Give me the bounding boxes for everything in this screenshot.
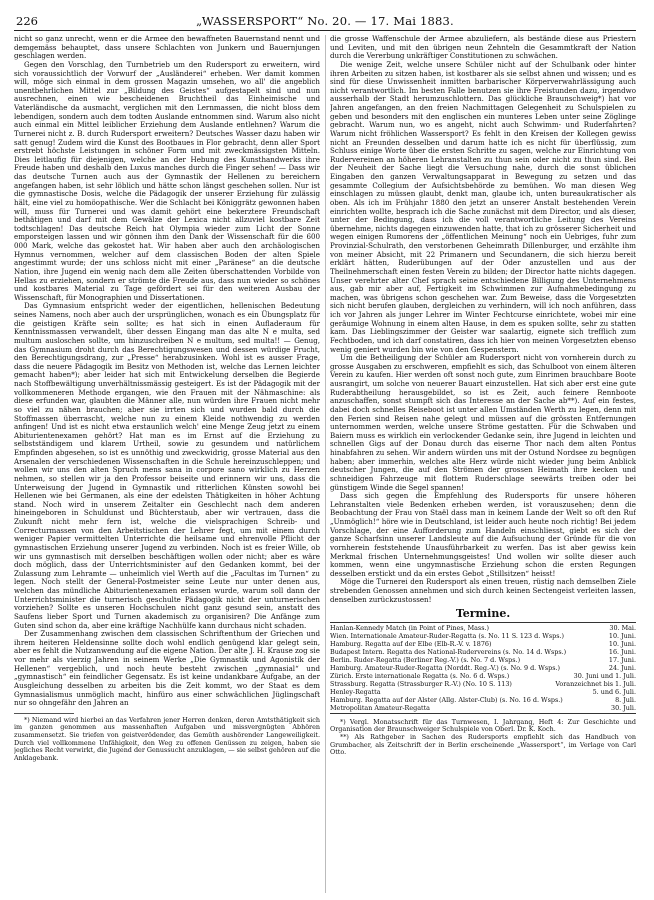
page-title: „WASSERSPORT“ No. 20. — 17. Mai 1883. bbox=[196, 14, 454, 28]
termine-event: Hamburg. Regatta auf der Elbe (Elb-R.-V. v. 1876) bbox=[330, 639, 492, 648]
termine-rule bbox=[330, 622, 636, 623]
paragraph: Die wenige Zeit, welche unsere Schüler nicht auf der Schulbank oder hinter ihren Arbeiten zu sitzen haben, ist kostbarer als sie selbst ahnen und wissen; und es sind für diese Unwissenheit inmitten barbarischer Körperverwahrlässigung auch nicht verantwortlich. Im besten Falle benutzen sie ihre Freistunden dazu, irgendwo ausserhalb der Stadt herumzuschlottern. Das glückliche Braunschweig*) hat vor Jahren angefangen, an den freien Nachmittagen Gelegenheit zu Schulspielen zu geben und besonders mit den englischen ein munteres Leben unter seine Zöglinge gebracht. Warum nun, wo es angeht, nicht auch Schwimm- und Ruderfahrten? Warum nicht fröhlichen Wassersport? Es fehlt in den Kreisen der Kollegen gewiss nicht an Freunden desselben und darum hatte ich es nicht für überflüssig, zum Schluss einige Worte über die ersten Schritte zu sagen, welche zur Einrichtung von Rudervereinen an höheren Lehranstalten zu thun sein oder nicht zu thun sind. Bei der Neuheit der Sache liegt die Versuchung nahe, durch die sonst üblichen Eingaben den ganzen Verwaltungsapparat in Bewegung zu setzen und das gesammte Collegium der Aufsichtsbehörde zu bemühen. Wo man diesen Weg einschlagen zu müssen glaubt, denkt man, glaube ich, unten bureaukratischer als oben. Als ich im Frühjahr 1880 den jetzt an unserer Anstalt bestehenden Verein einrichten wollte, besprach ich die Sache zunächst mit dem Director, und als dieser, unter der Bedingung, dass ich die voll verantwortliche Leitung des Vereins übernehme, nichts dagegen einzuwenden hatte, that ich zu grösserer Sicherheit und wegen einigen Rumorens der „öffentlichen Meinung“ noch ein Uebriges, fuhr zum Provinzial-Schulrath, den verstorbenen Geheimrath Dillenburger, und erzählte ihm von meiner Absicht, mit 22 Primanern und Secundanern, die sich hierzu bereit erklärt hätten, Ruderübungen auf der Oder anzustellen und aus der Theilnehmerschaft einen festen Verein zu bilden; der Director hatte nichts dagegen. Unser verehrter alter Chef sprach seine entschiedene Billigung des Unternehmens aus, gab mir aber auf, Fertigkeit im Schwimmen zur Aufnahmebedingung zu machen, was übrigens schon geschehen war. Zum Beweise, dass die Vorgesetzten sich nicht berufen glauben, dergleichen zu verhindern, will ich noch anführen, dass ich vor Jahren als junger Lehrer im Winter Fechtcurse einrichtete, wobei mir eine geräumige Wohnung in einem alten Hause, in dem es spuken sollte, sehr zu statten kam. Das Lieblingszimmer der Geister war saalartig, eignete sich trefflich zum Fechtboden, und ich darf constatiren, dass ich hier von meinen Vorgesetzten ebenso wenig geniert wurden bin wie von den Gespenstern. bbox=[330, 59, 636, 354]
termine-date: 17. Juni. bbox=[608, 655, 636, 664]
footnote-text: **) Als Rathgeber in Sachen des Rudersports empfiehlt sich das Handbuch von Grumbacher, als Zeitschrift der in Berlin erscheinende „Wassersport“, im Verlage von Carl Otto. bbox=[330, 733, 636, 757]
termine-item bbox=[330, 696, 636, 704]
right-column bbox=[330, 35, 636, 895]
termine-item bbox=[330, 672, 636, 680]
termine-item bbox=[330, 656, 636, 664]
termine-date: 24. Juni. bbox=[608, 663, 636, 672]
termine-rule-bottom bbox=[330, 713, 636, 714]
paragraph: Gegen den Vorschlag, den Turnbetrieb um den Rudersport zu erweitern, wird sich voraussichtlich der Vorwurf der „Ausländerei“ erheben. Wer damit kommen will, möge sich einmal in dem grossen Magazin umsehen, wo all' die angeblich unentbehrlichen Mittel zur „Bildung des Geistes“ aufgestapelt sind und nun ausrechnen, einen wie bescheidenen Bruchtheil das Einheimische und Vaterländische da ausmacht, verglichen mit den Lernmassen, die nicht bloss dem lebendigen, sondern auch dem todten Auslande entnommen sind. Warum also nicht auch einmal ein Mittel leiblicher Erziehung dem Auslande entlehnen? Warum die Turnerei nicht z. B. durch Rudersport erweitern? Deutsches Wasser dazu haben wir satt genug! Zudem wird die Kunst des Bootbaues in Flor gebracht, denn aller Sport erstrebt höchste Leistungen in schöner Form und mit zweckmässigsten Mitteln. Dies leitlaufig für diejenigen, welche an der Hebung des Kunsthandwerks ihre Freude haben und deshalb den Luxus manches durch die Finger sehen! — Dass wir das deutsche Turnen auch aus der Gymnastik der Hellenen zu bereichern angefangen haben, ist sehr löblich und hätte schon längst geschehen sollen. Nur ist die gymnastische Dosis, welche die Pädagogik der unserer Erziehung für zulässig hält, eine viel zu homöopathische. Wer die Schlacht bei Königgrätz gewonnen haben will, muss für Turnerei und was damit gehört eine bekerztere Freundschaft bethätigen und darf mit dem Gewälze der Lexica nicht allzuviel kostbare Zeit todtschlagen! Das deutsche Reich hat Olympia wieder zum Licht der Sonne emporsteigen lassen und wir gönnen ihm den Dank der Wissenschaft für die 600 000 Mark, welche das gekostet hat. Wir haben aber auch den archäologischen Hymnus vernommen, welcher auf dem classischen Boden der alten Spiele angestimmt wurde; der uns schloss nicht mit einer „Paränese“ an die deutsche Nation, ihre Jugend ein wenig nach dem alle Zeiten überschattenden Vorbilde von Hellas zu erziehen, sondern er strömte die Freude aus, dass nun wieder so schönes und kostbares Material zu Tage gefördert sei für den weiteren Ausbau der Wissenschaft, für Monographien und Dissertationen. bbox=[14, 59, 320, 302]
footnote bbox=[14, 713, 320, 763]
termine-date: Voranzeichnet bis 1. Juli. bbox=[555, 679, 636, 688]
termine-date: 16. Juni. bbox=[608, 647, 636, 656]
termine-date: 30. Juni und 1. Juli. bbox=[573, 671, 636, 680]
left-column bbox=[14, 35, 320, 895]
paragraph: Dass sich gegen die Empfehlung des Rudersports für unsere höheren Lehranstalten viele Bedenken erheben werden, ist vorauszusehen; denn die Beobachtung der Frau von Staël dass man in keinem Lande der Welt so oft den Ruf „Unmöglich!“ höre wie in Deutschland, ist leider auch heute noch richtig! Bei jedem Vorschlage, der eine Aufforderung zum Handeln einschliesst, giebt es sich der ganze Scharfsinn unserer Landsleute auf die Aufsuchung der Gründe für die von vornherein feststehende Unausführbarkeit zu werfen. Das ist aber gewiss kein Merkmal frischen Unternehmungsgeistes! Und wollen wir sollte dieser auch kommen, wenn eine ungymnastische Erziehung schon die ersten Regungen desselben erstickt und da ein erstes Gebot „Stillsitzen“ heisst! bbox=[330, 491, 636, 578]
termine-item bbox=[330, 640, 636, 648]
paragraph: Um die Betheiligung der Schüler am Rudersport nicht von vornherein durch zu grosse Ausgaben zu erschweren, empfiehlt es sich, das Schulboot von einem älteren Verein zu kaufen. Hier werden oft sonst noch gute, zum Einrimen brauchbare Boote ausrangirt, um solche von neuerer Bauart einzustellen. Hat sich aber erst eine gute Ruderabtheilung herausgebildet, so ist es Zeit, auch feinere Rennboote anzuschaffen, sonst stumpft sich das Interesse an der Sache ab**). Auf ein festes, dabei doch schnelles Reiseboot ist unter allen Umständen Werth zu legen, denn mit den Ferien sind Reisen nahe gelegt und müssen auf die grössten Entfernungen unternommen werden, welche unsere Ströme gestatten. Für die Schwaben und Baiern muss es wirklich ein verlockender Gedanke sein, ihre Jugend in leichten und schnellen Gigs auf der Donau durch das eiserne Thor nach dem alten Pontus hinabfahren zu sehen. Wir andern würden uns mit der Ostund Nordsee zu begnügen haben; aber immerhin, welches alte Herz würde nicht wieder jung beim Anblick deutscher Jungen, die auf den Strömen der grossen Heimath ihre kecken und schneidigen Fahrzeuge mit flottem Ruderschlage seewärts treiben oder bei günstigem Winde die Segel spannen! bbox=[330, 353, 636, 492]
termine-date: 30. Mai. bbox=[609, 623, 636, 632]
termine-item bbox=[330, 664, 636, 672]
termine-item bbox=[330, 624, 636, 632]
termine-event: Hamburg. Amateur-Ruder-Regatta (Norddt. Reg.-V.) (s. No. 9 d. Wsps.) bbox=[330, 663, 560, 672]
column-divider bbox=[325, 35, 326, 893]
termine-heading: Termine. bbox=[455, 607, 511, 621]
termine-item bbox=[330, 632, 636, 640]
footnote-text: *) Niemand wird hierbei an das Verfahren jener Herren denken, deren Amtsthätigkeit sich im ganzen genommen aus massenhaften Aufgaben und missvergnügten Abhören zusammensetzt. Sie triefen von geistverödender, das Gemüth aushörender Langeweiligkeit. Durch viel vollkommene Unfähigkeit, den Weg zu offenen Genüssen zu zeigen, haben sie jegliches Recht verwirkt, die Jugend der Genussucht anzuklagen, — sie selbst gehören auf die Anklagebank. bbox=[14, 715, 320, 762]
termine-event: Zürich. Erste internationale Regatta (s. No. 6 d. Wsps.) bbox=[330, 671, 510, 680]
footnote-text: *) Vergl. Monatsschrift für das Turnwesen, I. Jahrgang, Heft 4: Zur Geschichte und Organisation der Braunschweiger Schulspiele von Oberl. Dr. K. Koch. bbox=[330, 717, 636, 734]
footnotes-right bbox=[330, 719, 636, 757]
termine-event: Hamburg. Regatta auf der Alster (Allg. Alster-Club) (s. No. 16 d. Wsps.) bbox=[330, 695, 563, 704]
footnote-rule bbox=[14, 713, 74, 714]
termine-item bbox=[330, 704, 636, 712]
paragraph: Möge die Turnerei den Rudersport als einen treuen, rüstig nach demselben Ziele strebenden Genossen annehmen und sich durch keinen Sectengeist verleiten lassen, denselben zurückzustossen! bbox=[330, 577, 636, 604]
paragraph: Der Zusammenhang zwischen dem classischen Schriftenthum der Griechen und ihrem heiteren Heldensinne sollte doch wohl endlich genügend klar gelegt sein, aber es fehlt die Nutzanwendung auf die eigene Nation. Der alte J. H. Krause zog sie vor mehr als vierzig Jahren in seinem Werke „Die Gymnastik und Agonistik der Hellenen“ vergeblich, und noch heute besteht zwischen „gymnasial“ und „gymnastisch“ ein feindlicher Gegensatz. Es ist keine undankbare Aufgabe, an der Ausgleichung desselben zu arbeiten bis die Zeit kommt, wo der Staat es dem Gymnasialismus unmöglich macht, hinfüro aus einer schwächlichen Jüglingschaft nur so ohngefähr den Jahren an bbox=[14, 629, 320, 708]
termine-event: Wien. Internationale Amateur-Ruder-Regatta (s. No. 11 S. 123 d. Wsps.) bbox=[330, 631, 565, 640]
paragraph: nicht so ganz unrecht, wenn er die Armee den bewaffneten Bauernstand nennt und demgemäss behauptet, dass unsere Schlachten von Junkern und Bauernjungen geschlagen werden. bbox=[14, 35, 320, 61]
termine-event: Metropolitan Amateur-Regatta bbox=[330, 703, 430, 712]
termine-list bbox=[330, 624, 636, 712]
termine-date: 10. Juni. bbox=[608, 631, 636, 640]
termine-event: Hanlan-Kennedy Match (in Point of Pines, Mass.) bbox=[330, 623, 490, 632]
termine-date: 8. Juli. bbox=[615, 695, 636, 704]
paragraph: Das Gymnasium entspricht weder der eigentlichen, hellenischen Bedeutung seines Namens, noch aber auch der ursprünglichen, wonach es ein Übungsplatz für die geistigen Kräfte sein sollte; es hat sich in einen Aufladeraum für Kenntnissmassen verwandelt, über dessen Eingang man das alte N e multa, sed multum ausloschen sollte, um hinzuschreiben N e multum, sed multa!! — Genug, das Gymnasium droht durch das Berechtigungswesen und dessen würdige Frucht, den Berechtigungsdrang, zur „Presse“ herabzusinken. Wohl ist es ausser Frage, dass die neuere Pädagogik im Besitz von Methoden ist, welche das Lernen leichter gemacht haben*); aber leider hat sich mit Entwickelung derselben die Begierde nach Stoffbewältigung unverhältnissmässig gesteigert. Es ist der Pädagogik mit der vollkommeneren Methode ergangen, wie den Frauen mit der Nähmaschine: als diese erfunden war, glaubten die Männer alle, nun würden ihre Frauen nicht mehr so viel zu nähen brauchen; aber sie irrten sich und wurden bald durch die Stoffmassen überrascht, welche nun zu einem Kleide nothwendig zu werden anfingen! Und ist es nicht etwa erstaunlich welch' eine Menge Zeug jetzt zu einem Abiturientenexamen gehört? Hat man es im Ernst auf die Erziehung zu selbstständigem und klarem Urtheil, sowie zu gesundem und natürlichem Empfinden abgesehen, so ist es unnöthig und zweckwidrig, grosse Material aus den Arsenalen der verschiedenen Wissenschaften in die Schule hereinzuschleppen; und wollen wir uns den alten Spruch mens sana in corpore sano wirklich zu Herzen nehmen, so stellen wir ja den Professor beiseite und erinnern wir uns, dass die Unterweisung der Jugend in Gymnastik und ritterlichen Künsten sowohl bei Hellenen wie bei Germanen, als eine der edelsten Thätigkeiten in höher Achtung stand. Noch wird in unserem Zeitalter ein Geschlecht nach dem anderen hineingeboren in Schuldunst und Büchterstaub, aber wir vertrauen, dass die Zukunft nicht mehr fern ist, welche die vielsprachigen Schreib- und Correcturmassen von den Arbeitstischen der Lehrer fegt, um mit einem durch weniger Papier vermittelten Unterrichte die heilsame und ehrenvolle Pflicht der gymnastischen Erziehung unserer Jugend zu verbinden. Noch ist es freier Wille, ob wir uns gymnastisch mit derselben beschäftigen wollen oder nicht; aber es wäre doch möglich, dass der Unterrichtsminister auf den Gedanken kommt, bei der Zulassung zum Lehramte — unheimlich viel Werth auf die „Facultas im Turnen“ zu legen. Noch stellt der General-Postmeister seine Leute nur unter denen aus, welchen das mündliche Abiturientenexamen erlassen wurde, warum soll dann der Unterrichtsminister die turnerisch geschulte Pädagogik nicht der unturnerischen vorziehen? Sollte es unseren Hochschulen nicht ganz gesund sein, anstatt des Saufens lieber Sport und Turnen akademisch zu organisiren? Die Anfänge zum Guten sind schon da, aber eine kräftige Nachhülfe kann durchaus nicht schaden. bbox=[14, 301, 320, 630]
termine-date: 30. Juli. bbox=[611, 703, 636, 712]
termine-item bbox=[330, 688, 636, 696]
termine-date: 10. Juni. bbox=[608, 639, 636, 648]
termine-item bbox=[330, 648, 636, 656]
paragraph: die grosse Waffenschule der Armee abzuliefern, als bestände diese aus Priestern und Leviten, und mit den übrigen neun Zehnteln die Gesammtkraft der Nation durch die Vererbung unkräftiger Constitutionen zu schwächen. bbox=[330, 35, 636, 61]
page-header bbox=[14, 14, 636, 28]
header-rule bbox=[14, 30, 636, 31]
termine-date: 5. und 6. Juli. bbox=[592, 687, 636, 696]
termine-event: Henley-Regatta bbox=[330, 687, 381, 696]
termine-item bbox=[330, 680, 636, 688]
termine-event: Berlin. Ruder-Regatta (Berliner Reg.-V.) (s. No. 7 d. Wsps.) bbox=[330, 655, 521, 664]
page-number: 226 bbox=[16, 14, 38, 28]
termine-event: Strassburg. Regatta (Strassburger R.-V.) (No. 10 S. 113) bbox=[330, 679, 512, 688]
termine-event: Budapest Intern. Regatta des National-Rudervereins (s. No. 14 d. Wsps.) bbox=[330, 647, 567, 656]
